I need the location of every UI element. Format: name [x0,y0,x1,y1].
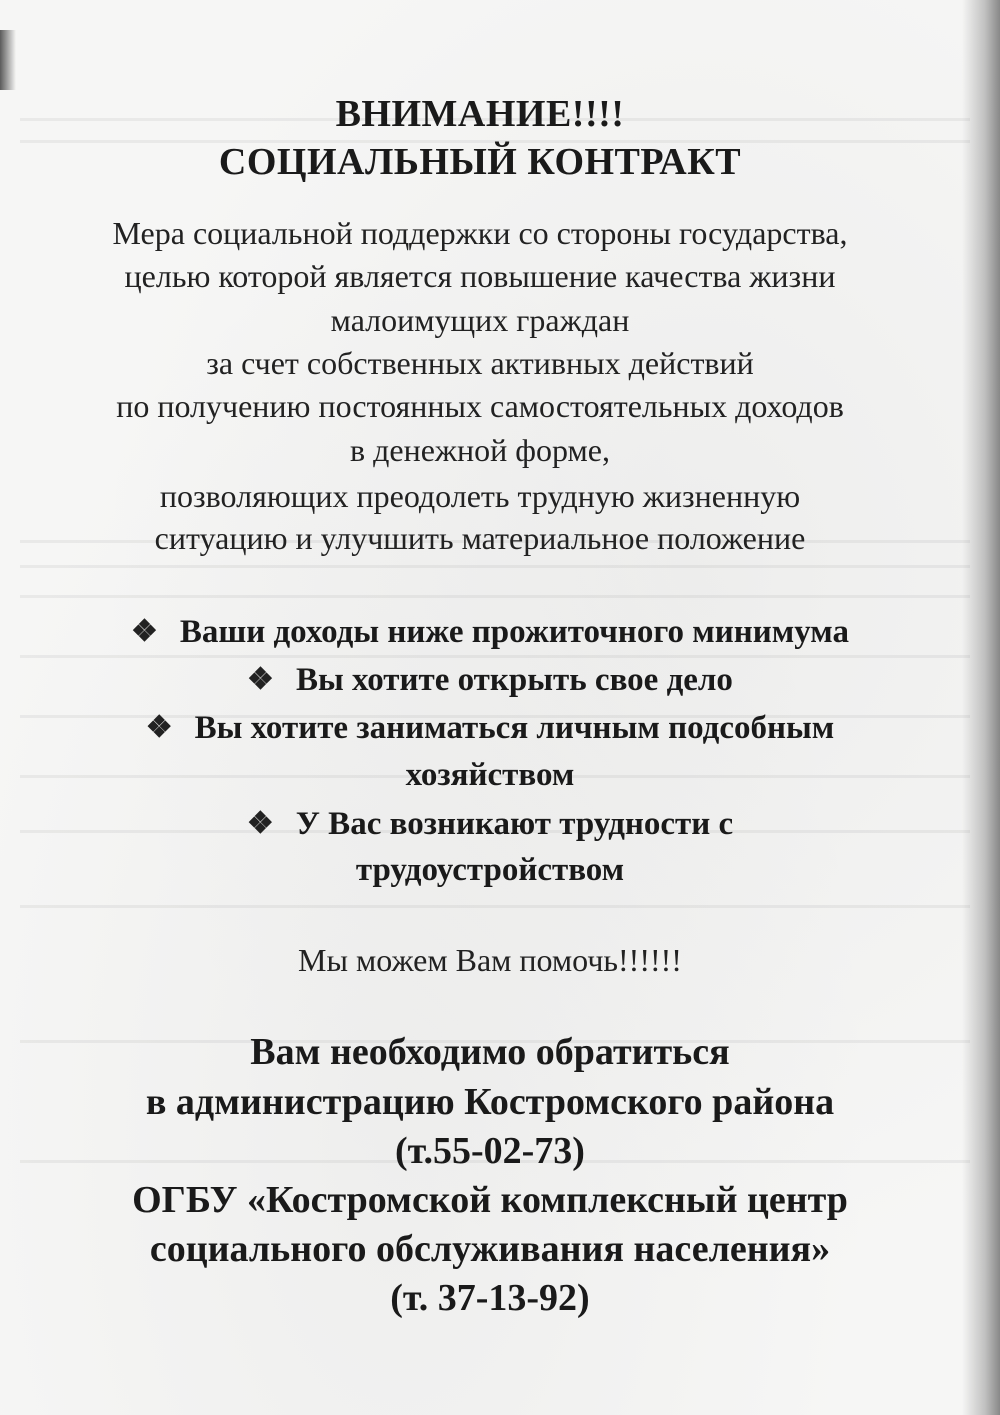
bullet-text: Вы хотите открыть свое дело [295,662,733,698]
diamond-bullet-icon: ❖ [247,663,274,696]
diamond-bullet-icon: ❖ [246,807,274,840]
description-line: за счет собственных активных действий [206,345,754,381]
contact-line: ОГБУ «Костромской комплексный центр [132,1179,848,1221]
description-line: Мера социальной поддержки со стороны государства, [112,215,848,251]
show-through-line [20,905,970,908]
bullet-item-business [0,662,980,699]
diamond-bullet-icon: ❖ [130,615,158,648]
description-line: малоимущих граждан [330,302,630,338]
contact-phone: (т.55-02-73) [395,1130,585,1172]
bullet-text: Ваши доходы ниже прожиточного минимума [179,614,850,650]
diamond-bullet-icon: ❖ [145,711,173,744]
contact-line: Вам необходимо обратиться [250,1031,730,1073]
description-line: целью которой является повышение качества жизни [124,258,836,294]
contact-phone: (т. 37-13-92) [390,1277,590,1319]
bullet-text: У Вас возникают трудности с [295,806,734,842]
bullet-item-farming-cont: хозяйством [405,757,575,793]
bullet-item-employment-cont: трудоустройством [355,852,625,888]
description-line: в денежной форме, [350,432,610,468]
bullet-text: Вы хотите заниматься личным подсобным [194,710,835,746]
show-through-line [20,565,970,568]
contact-line: социального обслуживания населения» [149,1228,831,1270]
contact-line: в администрацию Костромского района [145,1081,835,1123]
description-line: ситуацию и улучшить материальное положение [154,520,806,556]
help-text: Мы можем Вам помочь!!!!!! [298,942,682,978]
show-through-line [20,655,970,658]
scan-edge-mark [0,30,16,90]
bullet-item-farming [0,710,980,747]
description-line: по получению постоянных самостоятельных доходов [116,388,844,424]
bullet-item-income [0,614,980,651]
title-attention: ВНИМАНИЕ!!!! [335,93,625,135]
title-social-contract: СОЦИАЛЬНЫЙ КОНТРАКТ [218,141,742,183]
show-through-line [20,595,970,598]
bullet-item-employment [0,806,980,843]
description-line: позволяющих преодолеть трудную жизненную [159,478,801,514]
